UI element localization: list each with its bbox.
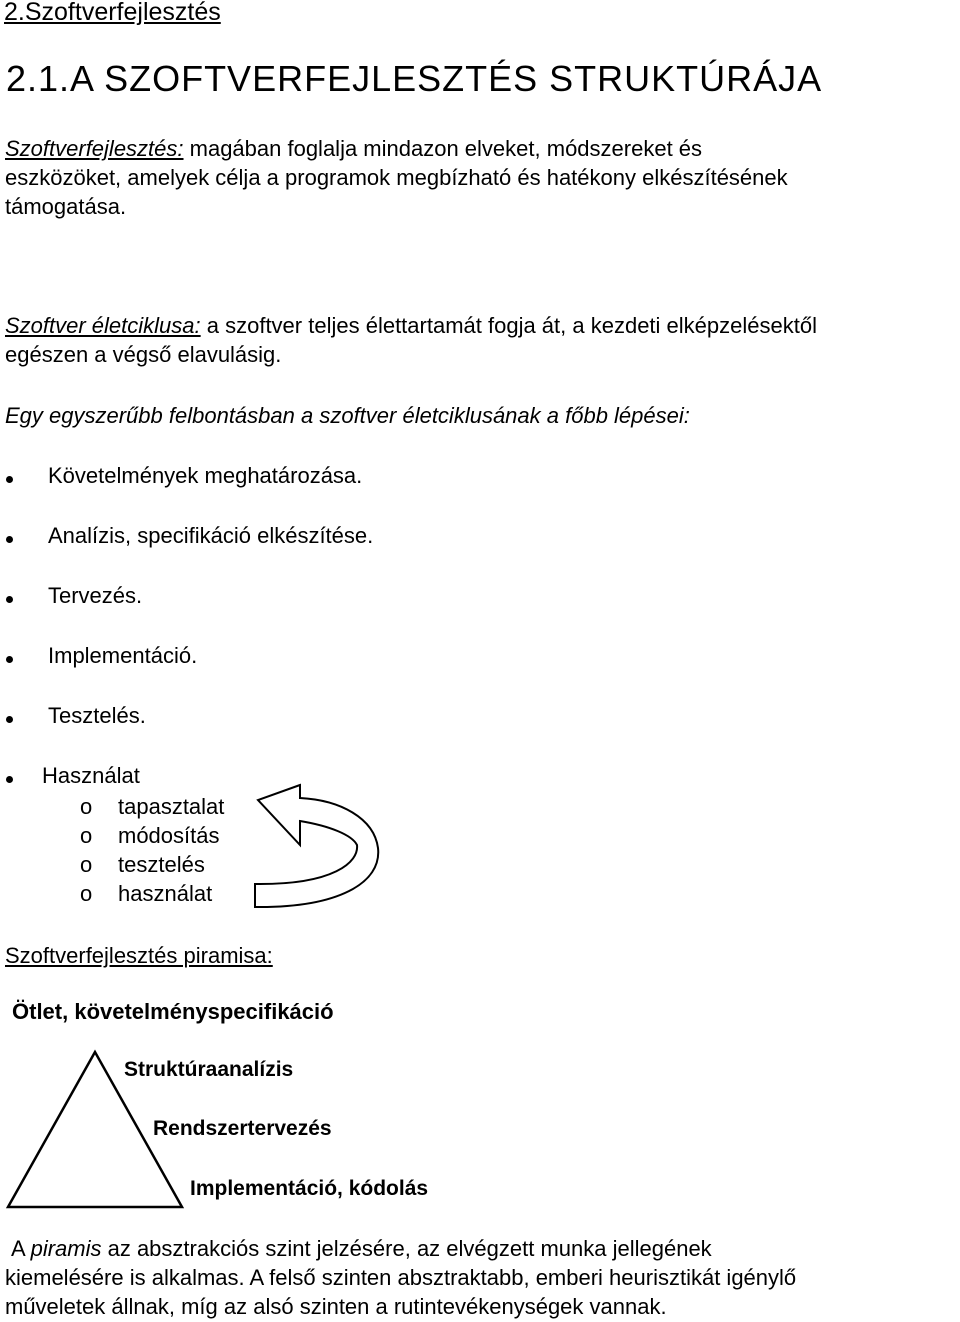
closing-text: A — [11, 1236, 31, 1261]
sub-bullet-icon: o — [80, 881, 93, 906]
definition-line: támogatása. — [5, 194, 127, 219]
sub-list-item: módosítás — [118, 823, 220, 848]
sub-list-item: tesztelés — [118, 852, 205, 877]
sub-bullet-icon: o — [80, 823, 93, 848]
list-item-label: Követelmények meghatározása. — [48, 463, 363, 488]
sub-bullet-icon: o — [80, 852, 93, 877]
closing-term: piramis — [30, 1236, 102, 1261]
section-title: 2.1.A SZOFTVERFEJLESZTÉS STRUKTÚRÁJA — [6, 58, 823, 99]
definition-text: magában foglalja mindazon elveket, módszereket és — [183, 136, 703, 161]
sub-list-item: tapasztalat — [118, 794, 225, 819]
closing-text: az absztrakciós szint jelzésére, az elvégzett munka jellegének — [101, 1236, 712, 1261]
pyramid-level-label: Struktúraanalízis — [124, 1058, 294, 1081]
list-item-label: Használat — [42, 763, 140, 788]
definition-text: a szoftver teljes élettartamát fogja át, a kezdeti elképzelésektől — [200, 313, 817, 338]
closing-line: kiemelésére is alkalmas. A felső szinten absztraktabb, emberi heurisztikát igénylő — [5, 1265, 797, 1290]
pyramid-top-label: Ötlet, követelményspecifikáció — [12, 999, 334, 1024]
cycle-arrow-icon — [255, 785, 378, 907]
definition-line: egészen a végső elavulásig. — [5, 342, 282, 367]
list-item-label: Implementáció. — [48, 643, 198, 668]
list-item-label: Analízis, specifikáció elkészítése. — [48, 523, 374, 548]
closing-line: műveletek állnak, míg az alsó szinten a rutintevékenységek vannak. — [5, 1294, 667, 1319]
pyramid-heading: Szoftverfejlesztés piramisa: — [5, 943, 273, 968]
pyramid-level-label: Implementáció, kódolás — [190, 1177, 429, 1200]
definition-term: Szoftverfejlesztés: — [5, 136, 184, 161]
closing-paragraph — [11, 1234, 712, 1263]
sub-bullet-icon: o — [80, 794, 93, 819]
sub-list-item: használat — [118, 881, 213, 906]
chapter-title: 2.Szoftverfejlesztés — [4, 0, 221, 26]
list-item-label: Tervezés. — [48, 583, 143, 608]
definition-line: eszközöket, amelyek célja a programok megbízható és hatékony elkészítésének — [5, 165, 788, 190]
list-item-label: Tesztelés. — [48, 703, 146, 728]
steps-intro: Egy egyszerűbb felbontásban a szoftver életciklusának a főbb lépései: — [5, 403, 690, 428]
pyramid-level-label: Rendszertervezés — [153, 1117, 332, 1140]
definition-term: Szoftver életciklusa: — [5, 313, 201, 338]
